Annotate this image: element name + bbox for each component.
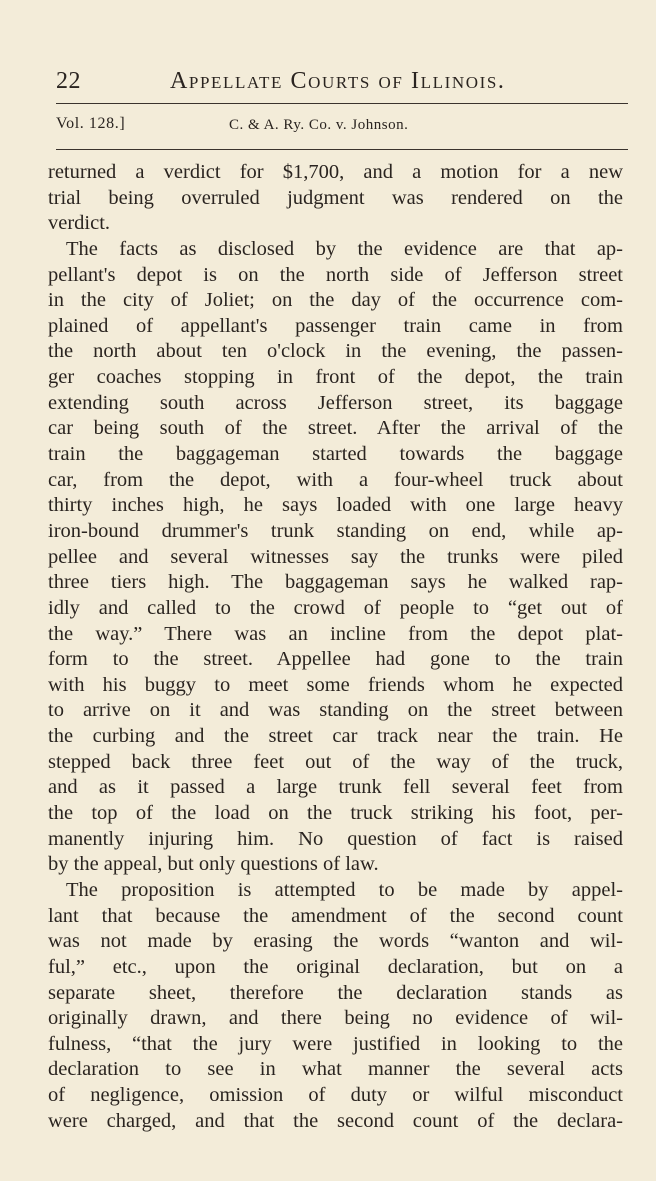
text-line: ful,” etc., upon the original declaration, but on a [48,955,623,978]
text-line: idly and called to the crowd of people to “get out of [48,596,623,619]
text-line: originally drawn, and there being no evidence of wil- [48,1007,623,1030]
text-line: verdict. [48,212,111,235]
header-rule-top [56,103,628,104]
text-line: was not made by erasing the words “wanton and wil- [48,930,623,953]
text-line: in the city of Joliet; on the day of the occurrence com- [48,289,623,312]
text-line: The facts as disclosed by the evidence are that ap- [66,237,623,260]
text-line: the curbing and the street car track near the train. He [48,725,623,748]
case-line [56,115,628,137]
text-line: three tiers high. The baggageman says he walked rap- [48,571,623,594]
text-line: the way.” There was an incline from the depot plat- [48,622,623,645]
text-line: with his buggy to meet some friends whom he expected [48,673,623,696]
running-head [56,68,628,102]
text-line: fulness, “that the jury were justified in looking to the [48,1032,623,1055]
text-line: by the appeal, but only questions of law. [48,853,379,876]
text-line: plained of appellant's passenger train came in from [48,314,623,337]
text-line: The proposition is attempted to be made by appel- [66,878,623,901]
text-line: car, from the depot, with a four-wheel truck about [48,468,623,491]
text-line: of negligence, omission of duty or wilful misconduct [48,1084,623,1107]
text-line: train the baggageman started towards the baggage [48,443,623,466]
text-line: returned a verdict for $1,700, and a motion for a new [48,161,623,183]
running-head-title: Appellate Courts of Illinois. [170,68,506,94]
text-line: trial being overruled judgment was rendered on the [48,186,623,209]
text-line: lant that because the amendment of the second count [48,904,623,927]
header-rule-bottom [56,149,628,150]
text-line: separate sheet, therefore the declaration stands as [48,981,623,1004]
text-line: ger coaches stopping in front of the depot, the train [48,366,623,389]
text-line: were charged, and that the second count of the declara- [48,1109,623,1132]
text-line: extending south across Jefferson street, its baggage [48,391,623,414]
body-text [48,160,623,1134]
text-line: manently injuring him. No question of fact is raised [48,827,623,850]
text-line: form to the street. Appellee had gone to the train [48,648,623,671]
case-title: C. & A. Ry. Co. v. Johnson. [229,117,409,133]
text-line: and as it passed a large trunk fell several feet from [48,776,623,799]
page-number: 22 [56,68,81,94]
text-line: pellee and several witnesses say the trunks were piled [48,545,623,568]
text-line: to arrive on it and was standing on the street between [48,699,623,722]
volume-label: Vol. 128.] [56,115,126,132]
text-line: pellant's depot is on the north side of Jefferson street [48,263,623,286]
text-line: the north about ten o'clock in the evening, the passen- [48,340,623,363]
text-line: thirty inches high, he says loaded with one large heavy [48,494,623,517]
text-line: stepped back three feet out of the way of the truck, [48,750,623,773]
text-line: car being south of the street. After the arrival of the [48,417,623,440]
text-line: the top of the load on the truck striking his foot, per- [48,802,623,825]
text-line: declaration to see in what manner the several acts [48,1058,623,1081]
text-line: iron-bound drummer's trunk standing on end, while ap- [48,519,623,542]
